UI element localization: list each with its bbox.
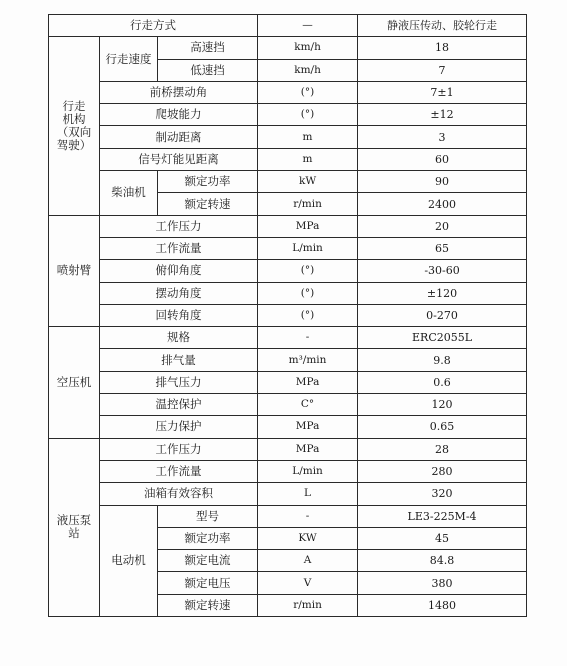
spec-table	[48, 14, 527, 617]
param-name: 前桥摆动角	[100, 81, 258, 103]
param-name: 额定功率	[158, 171, 258, 193]
param-unit: (°)	[258, 104, 358, 126]
param-unit: r/min	[258, 193, 358, 215]
table-row	[49, 148, 527, 170]
param-name: 俯仰角度	[100, 260, 258, 282]
param-value: 28	[358, 438, 527, 460]
param-unit: km/h	[258, 59, 358, 81]
param-name: 温控保护	[100, 394, 258, 416]
group-label-compressor: 空压机	[49, 327, 100, 438]
table-row	[49, 394, 527, 416]
param-name: 额定电压	[158, 572, 258, 594]
param-value: 45	[358, 527, 527, 549]
param-value: 1480	[358, 594, 527, 616]
param-unit: (°)	[258, 81, 358, 103]
param-unit: MPa	[258, 371, 358, 393]
table-row	[49, 37, 527, 59]
group-label-travel: 行走 机构 （双向 驾驶）	[49, 37, 100, 215]
param-value: 0-270	[358, 304, 527, 326]
table-row	[49, 483, 527, 505]
param-unit: MPa	[258, 438, 358, 460]
param-value: 380	[358, 572, 527, 594]
param-name: 型号	[158, 505, 258, 527]
param-value: 3	[358, 126, 527, 148]
param-unit: (°)	[258, 304, 358, 326]
param-unit: A	[258, 550, 358, 572]
param-value: 7	[358, 59, 527, 81]
param-unit: L/min	[258, 237, 358, 259]
param-value: 2400	[358, 193, 527, 215]
param-unit: kW	[258, 171, 358, 193]
param-value: ±120	[358, 282, 527, 304]
param-unit: -	[258, 327, 358, 349]
param-unit: V	[258, 572, 358, 594]
param-name: 工作压力	[100, 215, 258, 237]
subgroup-label-speed: 行走速度	[100, 37, 158, 82]
param-name: 制动距离	[100, 126, 258, 148]
table-row	[49, 81, 527, 103]
param-value: 0.6	[358, 371, 527, 393]
group-label-boom: 喷射臂	[49, 215, 100, 326]
table-row	[49, 215, 527, 237]
table-row	[49, 237, 527, 259]
param-name: 排气量	[100, 349, 258, 371]
param-unit: r/min	[258, 594, 358, 616]
param-unit: —	[258, 15, 358, 37]
subgroup-label-motor: 电动机	[100, 505, 158, 616]
param-value: 90	[358, 171, 527, 193]
param-name: 压力保护	[100, 416, 258, 438]
table-row	[49, 416, 527, 438]
param-name: 工作流量	[100, 237, 258, 259]
table-row	[49, 104, 527, 126]
param-value: 20	[358, 215, 527, 237]
table-row	[49, 171, 527, 193]
param-name: 行走方式	[49, 15, 258, 37]
table-row	[49, 505, 527, 527]
param-unit: m³/min	[258, 349, 358, 371]
table-row	[49, 349, 527, 371]
subgroup-label-diesel: 柴油机	[100, 171, 158, 216]
param-value: 320	[358, 483, 527, 505]
param-unit: km/h	[258, 37, 358, 59]
param-name: 额定转速	[158, 193, 258, 215]
param-unit: L	[258, 483, 358, 505]
param-value: ±12	[358, 104, 527, 126]
param-unit: MPa	[258, 416, 358, 438]
param-value: 18	[358, 37, 527, 59]
param-unit: (°)	[258, 260, 358, 282]
param-name: 额定转速	[158, 594, 258, 616]
param-name: 低速挡	[158, 59, 258, 81]
param-value: 7±1	[358, 81, 527, 103]
param-value: 0.65	[358, 416, 527, 438]
table-row	[49, 15, 527, 37]
param-name: 爬坡能力	[100, 104, 258, 126]
param-name: 信号灯能见距离	[100, 148, 258, 170]
table-row	[49, 438, 527, 460]
table-row	[49, 371, 527, 393]
param-value: 120	[358, 394, 527, 416]
param-name: 工作压力	[100, 438, 258, 460]
param-name: 摆动角度	[100, 282, 258, 304]
param-value: 84.8	[358, 550, 527, 572]
param-unit: (°)	[258, 282, 358, 304]
table-row	[49, 126, 527, 148]
param-value: 60	[358, 148, 527, 170]
param-name: 额定电流	[158, 550, 258, 572]
table-row	[49, 460, 527, 482]
param-name: 高速挡	[158, 37, 258, 59]
group-label-hydraulic: 液压泵 站	[49, 438, 100, 616]
param-unit: m	[258, 148, 358, 170]
param-value: 65	[358, 237, 527, 259]
param-unit: m	[258, 126, 358, 148]
param-name: 排气压力	[100, 371, 258, 393]
param-name: 回转角度	[100, 304, 258, 326]
param-unit: -	[258, 505, 358, 527]
table-row	[49, 260, 527, 282]
param-value: -30-60	[358, 260, 527, 282]
table-row	[49, 282, 527, 304]
param-value: LE3-225M-4	[358, 505, 527, 527]
param-unit: C°	[258, 394, 358, 416]
param-value: 9.8	[358, 349, 527, 371]
param-value: 静液压传动、胶轮行走	[358, 15, 527, 37]
param-name: 额定功率	[158, 527, 258, 549]
table-row	[49, 304, 527, 326]
param-name: 工作流量	[100, 460, 258, 482]
param-name: 油箱有效容积	[100, 483, 258, 505]
param-unit: KW	[258, 527, 358, 549]
param-value: 280	[358, 460, 527, 482]
param-unit: L/min	[258, 460, 358, 482]
param-name: 规格	[100, 327, 258, 349]
param-unit: MPa	[258, 215, 358, 237]
param-value: ERC2055L	[358, 327, 527, 349]
table-row	[49, 327, 527, 349]
